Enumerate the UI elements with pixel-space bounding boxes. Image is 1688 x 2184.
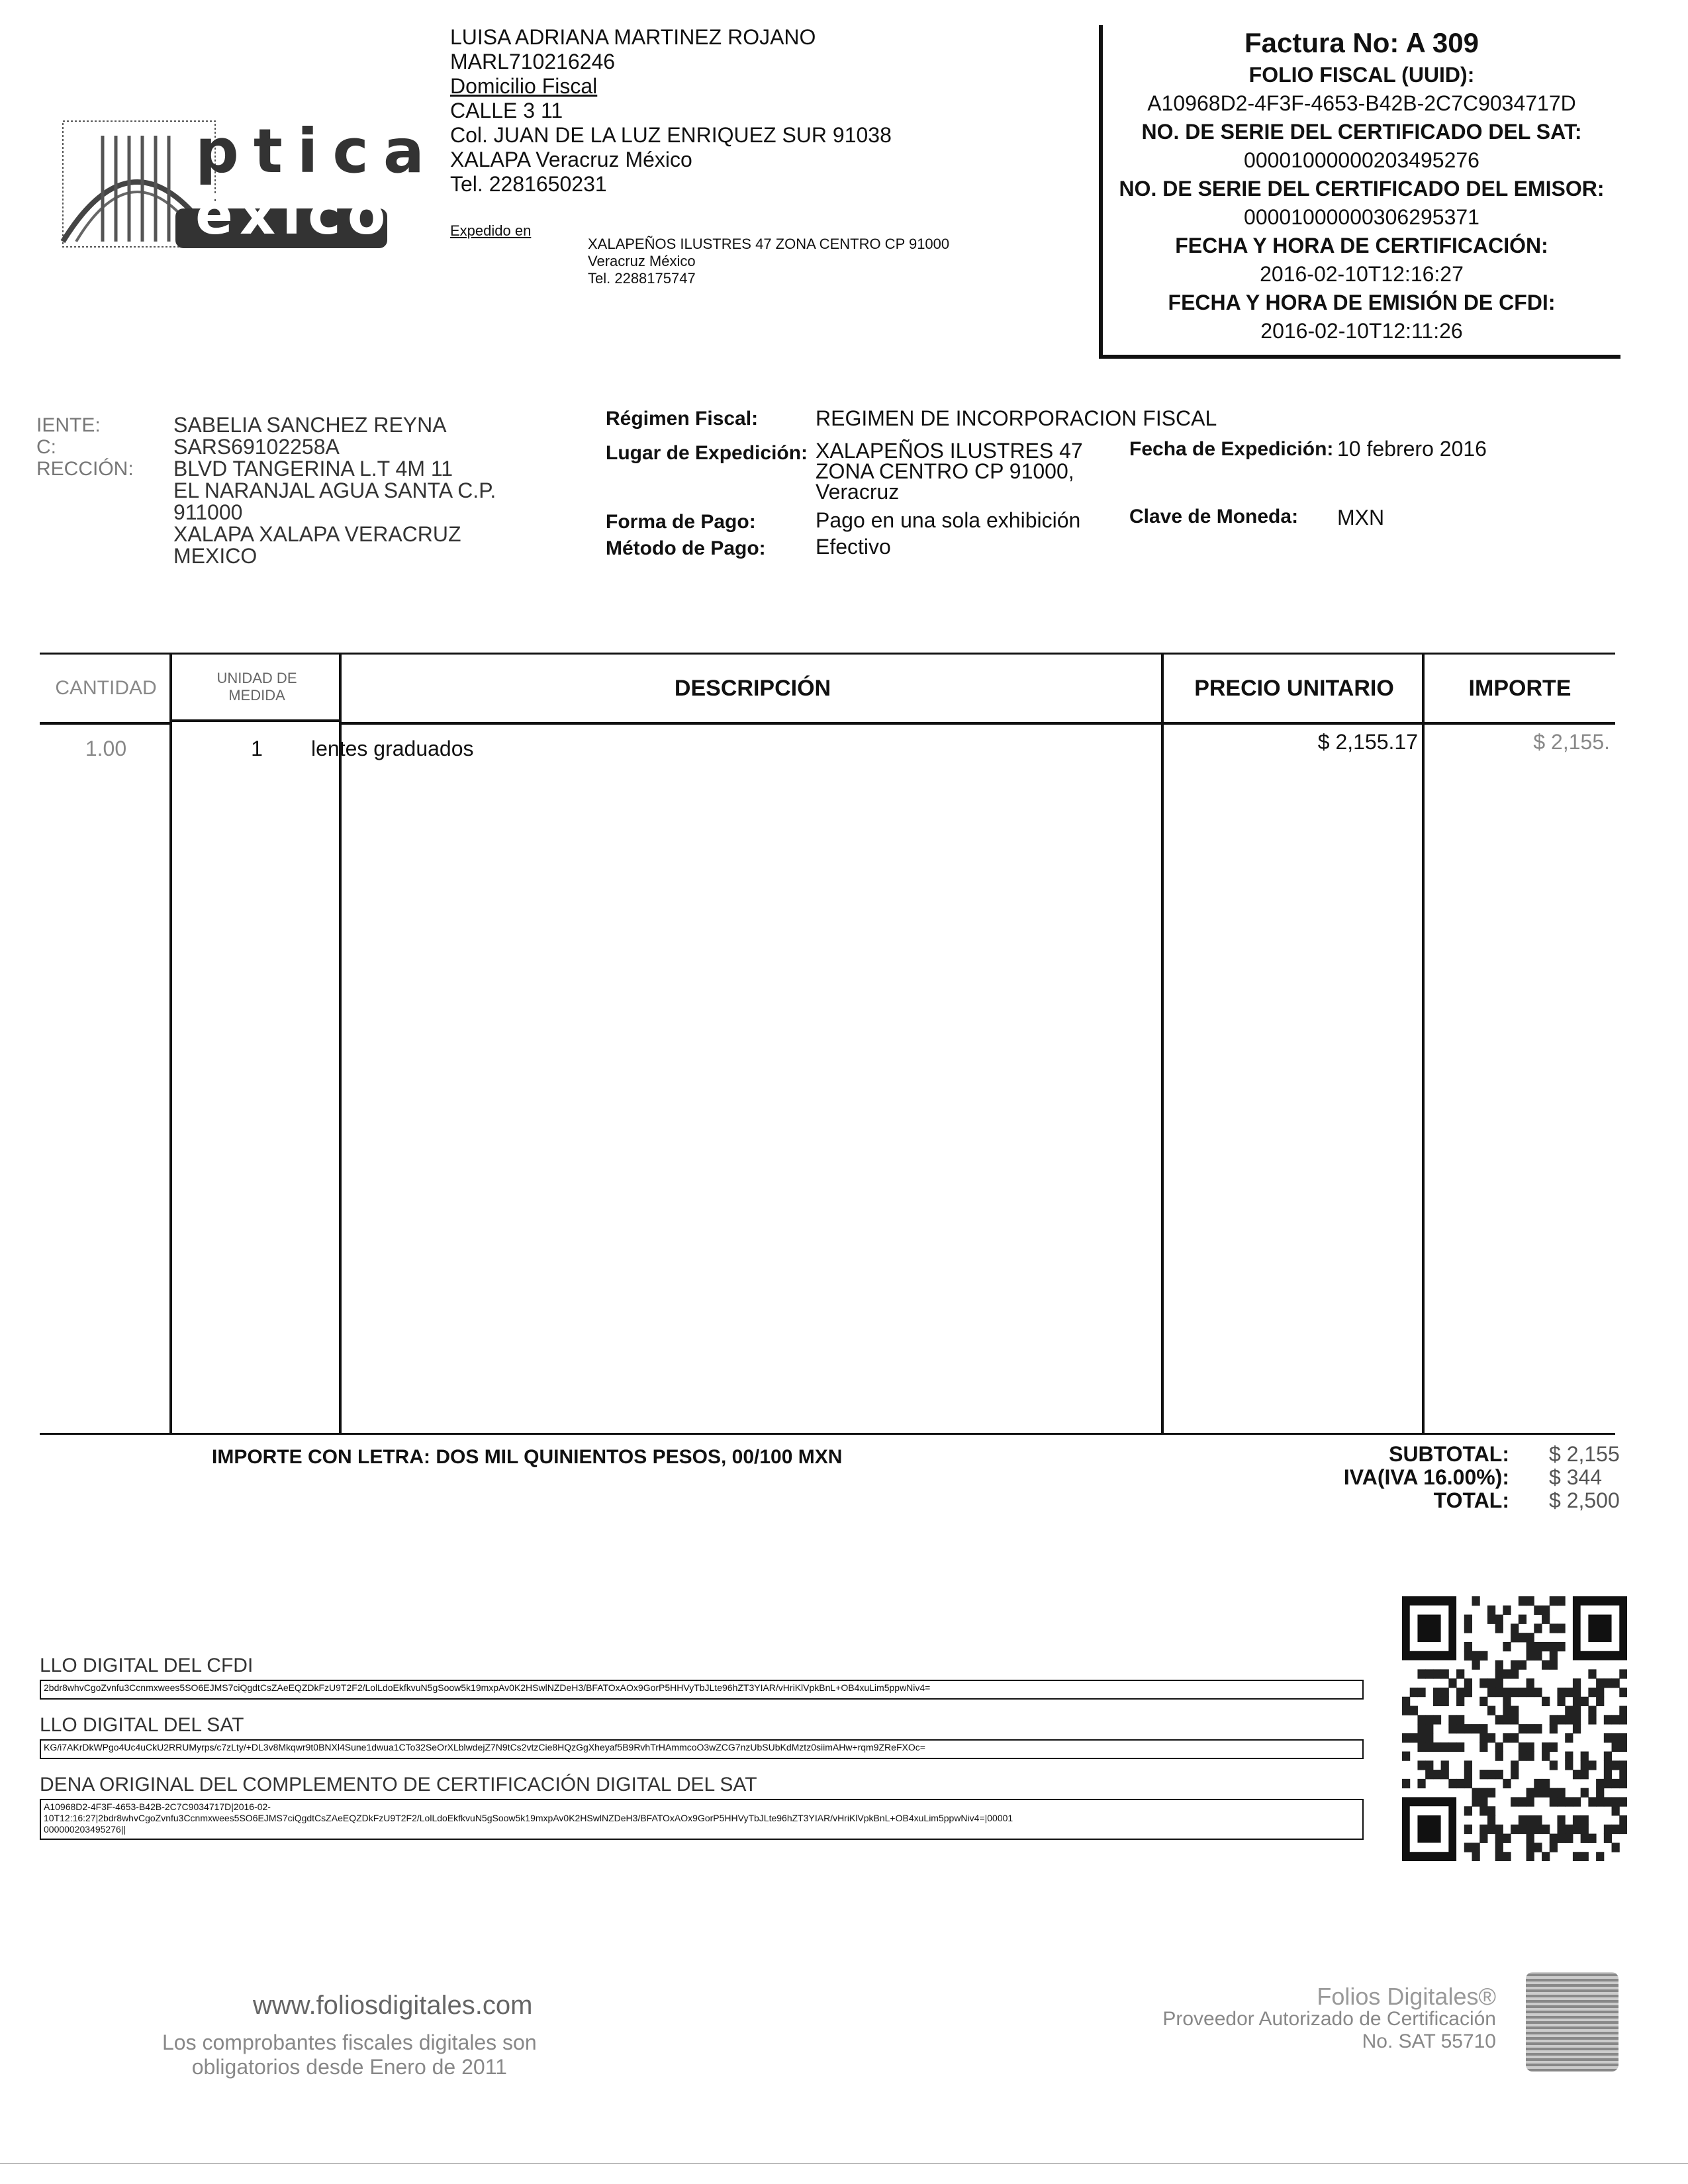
qr-code	[1402, 1596, 1627, 1861]
cadena-original-value	[40, 1799, 1364, 1840]
footer-note-line2: obligatorios desde Enero de 2011	[191, 2055, 507, 2079]
provider-brand: Folios Digitales®	[1317, 1983, 1496, 2010]
emisor-cert-value: 00001000000306295371	[1244, 205, 1479, 229]
emitter-phone: Tel. 2281650231	[450, 172, 607, 196]
items-table	[40, 653, 1615, 1435]
sat-cert-label: NO. DE SERIE DEL CERTIFICADO DEL SAT:	[1141, 120, 1582, 144]
col-divider	[1161, 655, 1164, 1433]
lugar-value	[816, 441, 1083, 502]
cadena-line3: 000000203495276||	[44, 1824, 126, 1835]
row-precio: $ 2,155.17	[1317, 730, 1418, 754]
cert-date-label: FECHA Y HORA DE CERTIFICACIÓN:	[1175, 234, 1548, 257]
sello-cfdi-value: 2bdr8whvCgoZvnfu3Ccnmxwees5SO6EJMS7ciQgdtCsZAeEQZDkFzU9T2F2/LolLdoEkfkvuN5gSoow5k19mxpAv0K2HSwlNZDeH3/BFATOxAOx9GorP5HHVyTbJLte96hZT3YIAR/vHriKlVpkBnL+OB4xuLim5ppwNiv4=	[40, 1680, 1364, 1700]
client-addr1: BLVD TANGERINA L.T 4M 11	[173, 457, 453, 480]
importe-letra-value: DOS MIL QUINIENTOS PESOS, 00/100 MXN	[436, 1446, 843, 1468]
metodo-pago-label: Método de Pago:	[606, 537, 766, 559]
provider-line1: Proveedor Autorizado de Certificación	[1162, 2008, 1496, 2030]
expedido-line1: XALAPEÑOS ILUSTRES 47 ZONA CENTRO CP 91000	[588, 236, 950, 252]
row-cantidad: 1.00	[85, 737, 127, 760]
footer-url: www.foliosdigitales.com	[253, 1991, 533, 2020]
sello-cfdi-label: LLO DIGITAL DEL CFDI	[40, 1655, 254, 1676]
emitter-city: XALAPA Veracruz México	[450, 148, 692, 171]
emitter-name: LUISA ADRIANA MARTINEZ ROJANO	[450, 25, 816, 49]
footer-note-line1: Los comprobantes fiscales digitales son	[162, 2030, 537, 2054]
header-cantidad: CANTIDAD	[40, 655, 172, 725]
optica-mexico-logo	[36, 109, 439, 251]
lugar-line2: ZONA CENTRO CP 91000,	[816, 459, 1074, 483]
footer-note	[162, 2030, 537, 2079]
col-divider	[339, 655, 342, 1433]
client-label-cliente: IENTE:	[36, 414, 101, 436]
iva-label: IVA(IVA 16.00%):	[1343, 1465, 1509, 1489]
header-precio: PRECIO UNITARIO	[1164, 655, 1425, 725]
emitter-rfc: MARL710216246	[450, 50, 616, 73]
client-label-rfc: C:	[36, 436, 56, 458]
provider-line2: No. SAT 55710	[1362, 2030, 1496, 2052]
lugar-line1: XALAPEÑOS ILUSTRES 47	[816, 439, 1083, 463]
client-addr2: EL NARANJAL AGUA SANTA C.P.	[173, 478, 496, 502]
cadena-line1: A10968D2-4F3F-4653-B42B-2C7C9034717D|2016-02-	[44, 1801, 271, 1812]
header-descripcion: DESCRIPCIÓN	[342, 655, 1164, 725]
importe-letra-label: IMPORTE CON LETRA:	[212, 1446, 430, 1468]
invoice-title: Factura No: A 309	[1244, 27, 1479, 58]
expedido-address	[588, 236, 949, 287]
lugar-line3: Veracruz	[816, 480, 900, 504]
uuid-label: FOLIO FISCAL (UUID):	[1248, 63, 1475, 87]
totals-labels	[1258, 1443, 1509, 1512]
row-unidad: 1	[251, 737, 263, 760]
bottom-divider	[0, 2163, 1688, 2164]
emisor-cert-label: NO. DE SERIE DEL CERTIFICADO DEL EMISOR:	[1119, 177, 1605, 201]
iva-value: $ 344	[1549, 1465, 1603, 1489]
importe-letra	[212, 1446, 842, 1469]
total-value: $ 2,500	[1549, 1488, 1620, 1512]
regimen-value: REGIMEN DE INCORPORACION FISCAL	[816, 406, 1217, 430]
domicilio-label: Domicilio Fiscal	[450, 74, 598, 98]
col-divider	[1422, 655, 1425, 1433]
client-addr5: MEXICO	[173, 544, 258, 568]
cadena-original-label: DENA ORIGINAL DEL COMPLEMENTO DE CERTIFICACIÓN DIGITAL DEL SAT	[40, 1774, 757, 1796]
expedido-line2: Veracruz México	[588, 253, 696, 269]
header-unidad: UNIDAD DE MEDIDA	[172, 655, 342, 722]
client-addr4: XALAPA XALAPA VERACRUZ	[173, 522, 461, 546]
totals-values	[1549, 1443, 1620, 1512]
row-importe: $ 2,155.	[1533, 730, 1610, 754]
fecha-expedicion-value: 10 febrero 2016	[1337, 437, 1487, 461]
metodo-pago-value: Efectivo	[816, 535, 891, 559]
sello-sat-value: KG/i7AKrDkWPgo4Uc4uCkU2RRUMyrps/c7zLty/+DL3v8Mkqwr9t0BNXl4Sune1dwua1CTo32SeOrXLblwdejZ7N9tCs2vtzCie8HQzGgXheyaf5B9RvhTrHAmmcoO3wZCG7nzUbSUbKdMztz0siimAHw+rqm9ZReFXOc=	[40, 1739, 1364, 1759]
row-descripcion: lentes graduados	[311, 737, 474, 760]
logo-line1: ptica	[195, 116, 439, 187]
total-label: TOTAL:	[1433, 1488, 1509, 1512]
cert-date-value: 2016-02-10T12:16:27	[1260, 262, 1464, 286]
subtotal-label: SUBTOTAL:	[1389, 1442, 1509, 1466]
fecha-expedicion-label: Fecha de Expedición:	[1129, 438, 1334, 460]
emitter-colonia: Col. JUAN DE LA LUZ ENRIQUEZ SUR 91038	[450, 123, 892, 147]
col-divider	[169, 655, 172, 1433]
client-rfc: SARS69102258A	[173, 435, 340, 459]
sello-sat-label: LLO DIGITAL DEL SAT	[40, 1714, 244, 1736]
forma-pago-value: Pago en una sola exhibición	[816, 508, 1081, 532]
moneda-label: Clave de Moneda:	[1129, 506, 1299, 527]
emitter-block	[450, 25, 892, 197]
client-label-direccion: RECCIÓN:	[36, 458, 134, 480]
cadena-line2: 10T12:16:27|2bdr8whvCgoZvnfu3Ccnmxwees5SO6EJMS7ciQgdtCsZAeEQZDkFzU9T2F2/LolLdoEkfkvuN5gSoow5k19mxpAv0K2HSwlNZDeH3/BFATOxAOx9GorP5HHVyTbJLte96hZT3YIAR/vHriKlVpkBnL+OB4xuLim5ppwNiv4=|00001	[44, 1813, 1013, 1823]
subtotal-value: $ 2,155	[1549, 1442, 1620, 1466]
provider-block	[1152, 1985, 1496, 2053]
client-addr3: 911000	[173, 500, 243, 524]
logo-line2: éxico	[195, 182, 393, 247]
expedido-line3: Tel. 2288175747	[588, 270, 696, 287]
client-labels	[36, 414, 134, 480]
provider-seal-icon	[1526, 1972, 1618, 2071]
regimen-label: Régimen Fiscal:	[606, 408, 759, 430]
moneda-value: MXN	[1337, 506, 1385, 529]
expedido-label: Expedido en	[450, 222, 532, 239]
client-name: SABELIA SANCHEZ REYNA	[173, 413, 447, 437]
emision-date-label: FECHA Y HORA DE EMISIÓN DE CFDI:	[1168, 291, 1556, 314]
sat-cert-value: 00001000000203495276	[1244, 148, 1479, 172]
invoice-header-box	[1099, 25, 1620, 359]
uuid-value: A10968D2-4F3F-4653-B42B-2C7C9034717D	[1147, 91, 1576, 115]
lugar-label: Lugar de Expedición:	[606, 442, 808, 464]
header-importe: IMPORTE	[1425, 655, 1615, 725]
client-block	[173, 414, 496, 567]
emitter-street: CALLE 3 11	[450, 99, 563, 122]
forma-pago-label: Forma de Pago:	[606, 511, 756, 533]
emision-date-value: 2016-02-10T12:11:26	[1260, 319, 1463, 343]
